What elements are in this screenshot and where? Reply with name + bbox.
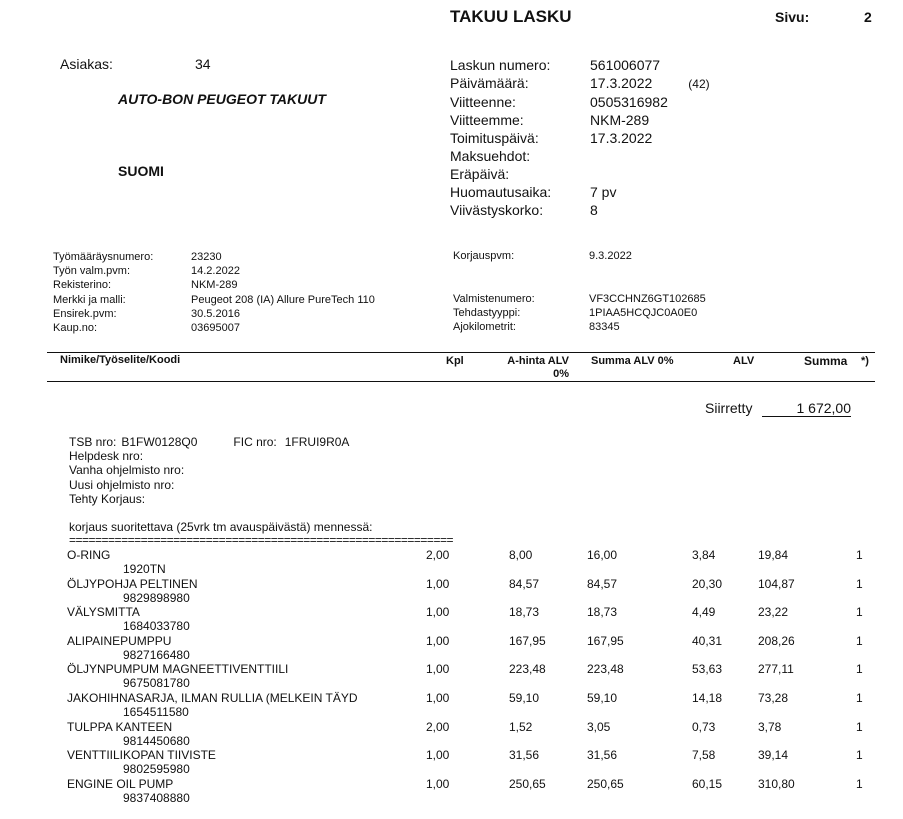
mileage-value: 83345 <box>589 321 620 334</box>
item-sum-ex-vat: 3,05 <box>587 719 611 734</box>
invoice-field-row <box>450 165 710 183</box>
item-sum-ex-vat: 250,65 <box>587 776 624 791</box>
make-model-label: Merkki ja malli: <box>53 293 126 306</box>
vehicle-info-left <box>53 250 375 335</box>
invoice-field-row <box>450 111 710 129</box>
item-name: ENGINE OIL PUMP <box>67 776 174 791</box>
registration-label: Rekisterino: <box>53 279 112 292</box>
invoice-field-row <box>450 183 710 201</box>
item-sum-ex-vat: 223,48 <box>587 662 624 677</box>
dealer-number-value: 03695007 <box>191 322 240 335</box>
fic-value: 1FRUI9R0A <box>284 435 350 449</box>
invoice-field-row <box>450 56 710 74</box>
our-reference-value: NKM-289 <box>590 112 650 128</box>
item-code: 9802595980 <box>123 762 190 777</box>
work-done-date-label: Työn valm.pvm: <box>53 265 131 278</box>
item-name: JAKOHIHNASARJA, ILMAN RULLIA (MELKEIN TÄYD <box>67 690 358 705</box>
item-unit-price: 31,56 <box>509 748 540 763</box>
customer-label: Asiakas: <box>60 56 113 72</box>
your-reference-label: Viitteenne: <box>450 94 516 110</box>
item-code: 1920TN <box>123 562 166 576</box>
item-code: 9829898980 <box>123 590 190 605</box>
repair-date-label: Korjauspvm: <box>453 250 515 262</box>
item-unit-price: 84,57 <box>509 576 540 591</box>
item-code: 9814450680 <box>123 733 190 748</box>
item-unit-price: 1,52 <box>509 719 533 734</box>
carried-forward-label: Siirretty <box>705 400 753 416</box>
item-flag: 1 <box>856 605 863 620</box>
tsb-label: TSB nro: <box>69 435 117 449</box>
table-row <box>0 548 903 577</box>
late-interest-value: 8 <box>590 202 598 218</box>
item-sum-ex-vat: 16,00 <box>587 548 618 562</box>
customer-number: 34 <box>195 56 211 72</box>
column-header-note: *) <box>861 355 869 367</box>
page-label: Sivu: <box>775 9 810 25</box>
late-interest-label: Viivästyskorko: <box>450 202 544 218</box>
delivery-date-value: 17.3.2022 <box>590 130 653 146</box>
column-header-qty: Kpl <box>446 355 464 367</box>
item-sum: 73,28 <box>758 690 789 705</box>
column-header-unit-price <box>490 355 569 381</box>
item-name: VÄLYSMITTA <box>67 605 140 620</box>
column-header-unit-price-line2: 0% <box>553 368 569 380</box>
repair-deadline-text: korjaus suoritettava (25vrk tm avauspäivästä) mennessä: <box>69 520 373 534</box>
delivery-date-label: Toimituspäivä: <box>450 130 539 146</box>
old-software-label: Vanha ohjelmisto nro: <box>69 463 185 478</box>
item-sum-ex-vat: 31,56 <box>587 748 618 763</box>
repair-date-value: 9.3.2022 <box>589 250 632 262</box>
item-sum: 310,80 <box>758 776 795 791</box>
line-items <box>0 548 903 805</box>
table-row <box>0 662 903 691</box>
item-vat: 0,73 <box>692 719 716 734</box>
item-qty: 1,00 <box>426 576 450 591</box>
item-name: ÖLJYNPUMPUM MAGNEETTIVENTTIILI <box>67 662 289 677</box>
repair-notes <box>69 435 349 506</box>
factory-type-label: Tehdastyyppi: <box>453 307 521 320</box>
item-code: 1684033780 <box>123 619 190 634</box>
notice-period-value: 7 pv <box>590 184 617 200</box>
table-row <box>0 720 903 749</box>
item-name: TULPPA KANTEEN <box>67 719 173 734</box>
column-header-unit-price-line1: A-hinta ALV <box>507 355 569 367</box>
your-reference-value: 0505316982 <box>590 94 668 110</box>
item-unit-price: 59,10 <box>509 690 540 705</box>
item-vat: 53,63 <box>692 662 723 677</box>
item-sum: 3,78 <box>758 719 782 734</box>
item-flag: 1 <box>856 633 863 648</box>
notice-period-label: Huomautusaika: <box>450 184 552 200</box>
item-sum: 19,84 <box>758 548 789 562</box>
table-row <box>0 748 903 777</box>
document-title: TAKUU LASKU <box>450 7 572 26</box>
table-header-top-rule <box>47 352 875 353</box>
item-flag: 1 <box>856 776 863 791</box>
first-registration-label: Ensirek.pvm: <box>53 307 117 320</box>
item-sum-ex-vat: 84,57 <box>587 576 618 591</box>
item-qty: 2,00 <box>426 719 450 734</box>
item-name: O-RING <box>67 548 111 562</box>
separator-line: =========================================================== <box>69 533 453 547</box>
item-qty: 1,00 <box>426 633 450 648</box>
registration-value: NKM-289 <box>191 279 238 292</box>
table-row <box>0 605 903 634</box>
table-row <box>0 777 903 806</box>
table-row <box>0 691 903 720</box>
item-code: 9827166480 <box>123 647 190 662</box>
item-vat: 14,18 <box>692 690 723 705</box>
item-sum: 208,26 <box>758 633 795 648</box>
vehicle-info-right <box>453 292 706 335</box>
item-code: 9837408880 <box>123 790 190 805</box>
make-model-value: Peugeot 208 (IA) Allure PureTech 110 <box>191 293 375 306</box>
item-name: VENTTIILIKOPAN TIIVISTE <box>67 748 216 763</box>
helpdesk-label: Helpdesk nro: <box>69 449 144 464</box>
customer-country: SUOMI <box>118 163 164 179</box>
invoice-number-label: Laskun numero: <box>450 57 551 73</box>
table-row <box>0 634 903 663</box>
fic-label: FIC nro: <box>233 435 277 449</box>
due-date-label: Eräpäivä: <box>450 166 510 182</box>
item-flag: 1 <box>856 576 863 591</box>
customer-name: AUTO-BON PEUGEOT TAKUUT <box>118 91 326 107</box>
item-qty: 1,00 <box>426 776 450 791</box>
item-vat: 4,49 <box>692 605 716 620</box>
invoice-field-row <box>450 74 710 93</box>
invoice-field-row <box>450 201 710 219</box>
table-row <box>0 577 903 606</box>
repair-done-label: Tehty Korjaus: <box>69 491 146 506</box>
item-unit-price: 167,95 <box>509 633 546 648</box>
item-vat: 60,15 <box>692 776 723 791</box>
item-vat: 40,31 <box>692 633 723 648</box>
tsb-value: B1FW0128Q0 <box>121 435 198 449</box>
invoice-fields <box>450 56 710 219</box>
vin-value: VF3CCHNZ6GT102685 <box>589 293 706 305</box>
item-qty: 2,00 <box>426 548 450 562</box>
work-order-label: Työmääräysnumero: <box>53 251 154 263</box>
item-vat: 20,30 <box>692 576 723 591</box>
item-unit-price: 223,48 <box>509 662 546 677</box>
item-sum-ex-vat: 59,10 <box>587 690 618 705</box>
item-vat: 7,58 <box>692 748 716 763</box>
item-name: ALIPAINEPUMPPU <box>67 633 172 648</box>
vin-label: Valmistenumero: <box>453 293 535 305</box>
item-flag: 1 <box>856 548 863 562</box>
invoice-date-value: 17.3.2022 <box>590 75 653 91</box>
item-sum: 39,14 <box>758 748 789 763</box>
column-header-sum: Summa <box>804 354 848 368</box>
item-sum-ex-vat: 18,73 <box>587 605 618 620</box>
dealer-number-label: Kaup.no: <box>53 322 98 335</box>
item-code: 9675081780 <box>123 676 190 691</box>
item-qty: 1,00 <box>426 662 450 677</box>
invoice-number-value: 561006077 <box>590 57 661 73</box>
table-header-bottom-rule <box>47 381 875 382</box>
work-done-date-value: 14.2.2022 <box>191 265 240 278</box>
item-flag: 1 <box>856 690 863 705</box>
new-software-label: Uusi ohjelmisto nro: <box>69 477 175 492</box>
item-unit-price: 8,00 <box>509 548 533 562</box>
column-header-sum-ex-vat: Summa ALV 0% <box>591 355 674 367</box>
item-sum: 23,22 <box>758 605 789 620</box>
payment-terms-label: Maksuehdot: <box>450 148 531 164</box>
item-unit-price: 18,73 <box>509 605 540 620</box>
item-vat: 3,84 <box>692 548 716 562</box>
item-qty: 1,00 <box>426 605 450 620</box>
item-unit-price: 250,65 <box>509 776 546 791</box>
mileage-label: Ajokilometrit: <box>453 321 516 334</box>
invoice-field-row <box>450 129 710 147</box>
item-flag: 1 <box>856 748 863 763</box>
column-header-vat: ALV <box>733 355 755 367</box>
invoice-field-row <box>450 93 710 111</box>
carried-forward-value: 1 672,00 <box>762 400 851 417</box>
factory-type-value: 1PIAA5HCQJC0A0E0 <box>589 307 698 320</box>
item-sum: 104,87 <box>758 576 795 591</box>
item-qty: 1,00 <box>426 690 450 705</box>
item-sum-ex-vat: 167,95 <box>587 633 624 648</box>
item-flag: 1 <box>856 662 863 677</box>
item-qty: 1,00 <box>426 748 450 763</box>
first-registration-value: 30.5.2016 <box>191 307 240 320</box>
page-number: 2 <box>864 9 872 25</box>
our-reference-label: Viitteemme: <box>450 112 524 128</box>
invoice-date-note: (42) <box>688 77 710 91</box>
item-name: ÖLJYPOHJA PELTINEN <box>67 576 198 591</box>
item-sum: 277,11 <box>758 662 794 677</box>
column-header-item: Nimike/Työselite/Koodi <box>60 354 181 366</box>
invoice-field-row <box>450 147 710 165</box>
invoice-date-label: Päivämäärä: <box>450 75 529 91</box>
work-order-value: 23230 <box>191 251 222 263</box>
item-flag: 1 <box>856 719 863 734</box>
item-code: 1654511580 <box>123 704 189 719</box>
